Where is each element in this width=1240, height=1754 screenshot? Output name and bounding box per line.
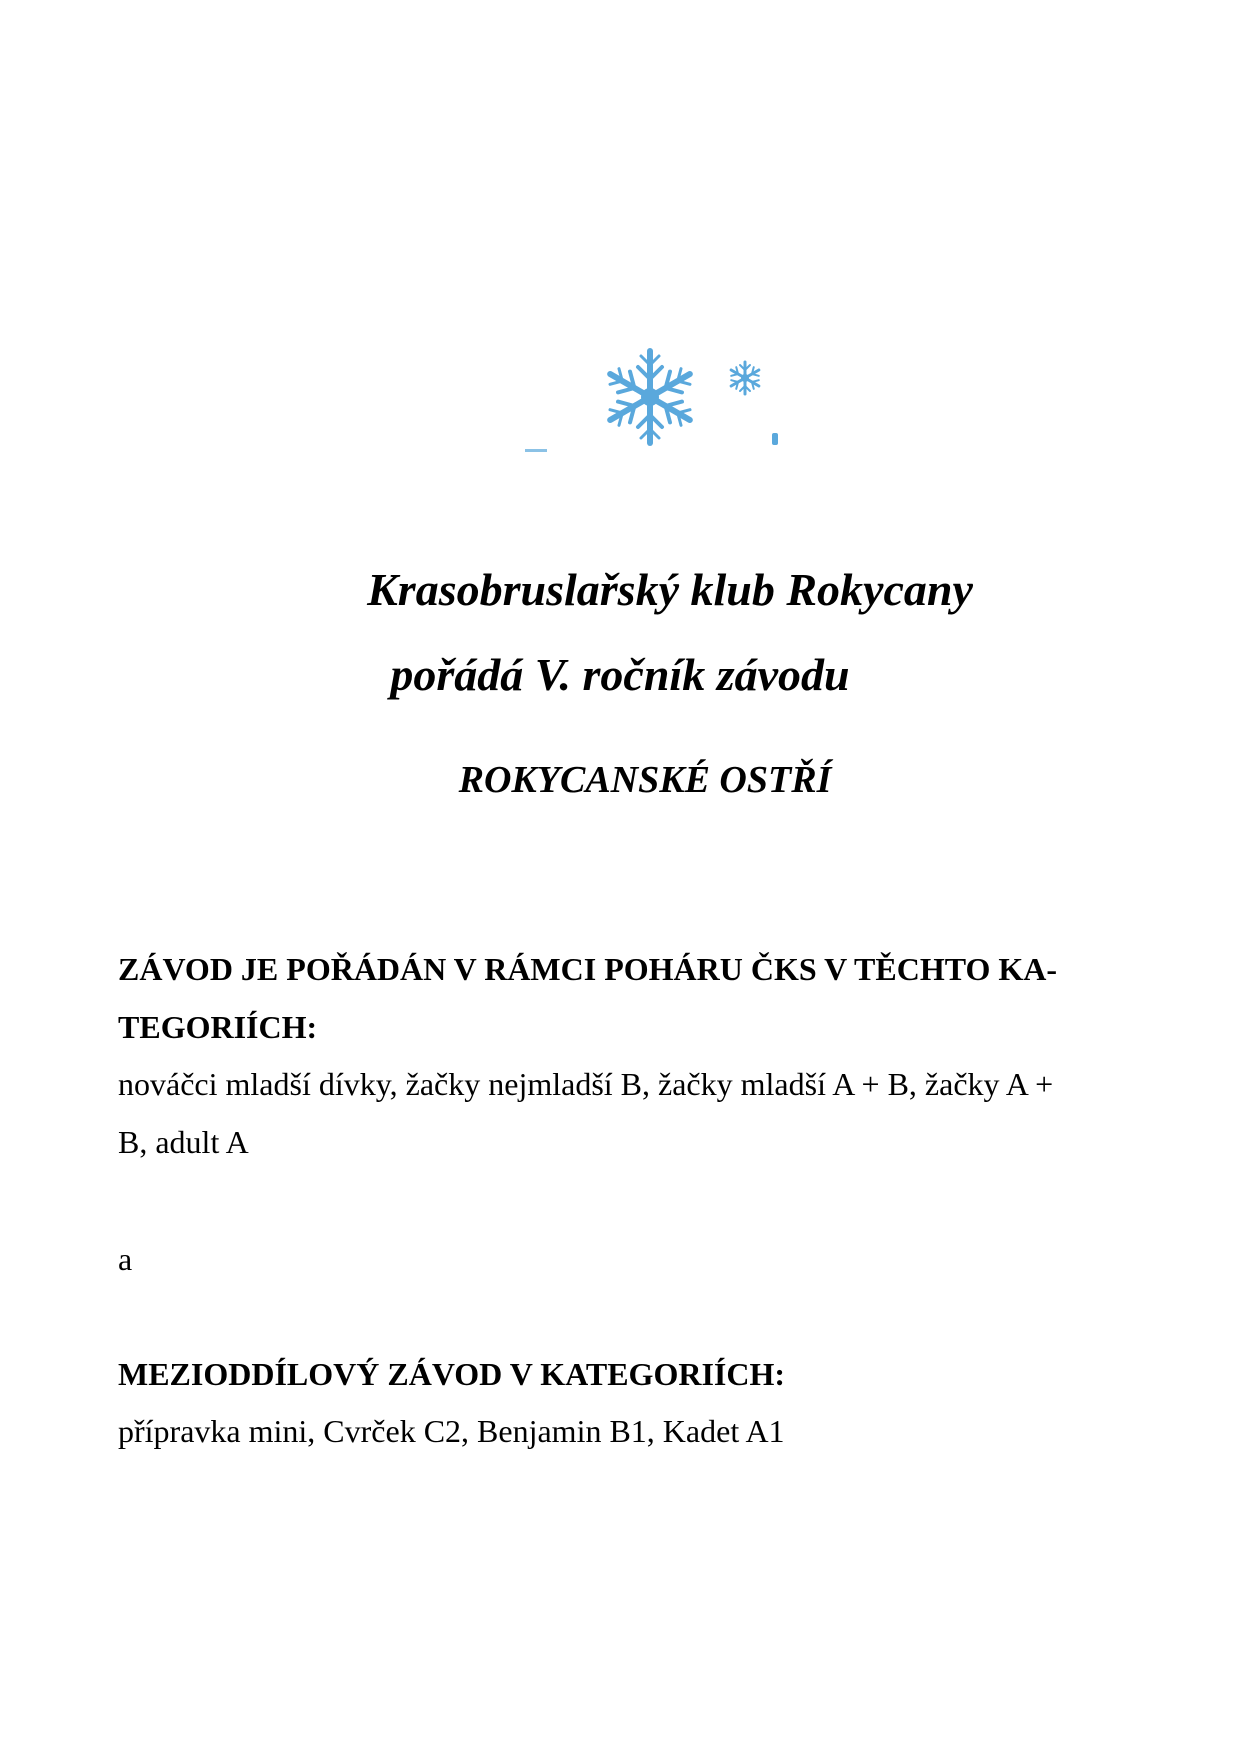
snowflake-icon	[525, 345, 790, 455]
connector-text: a	[118, 1241, 133, 1277]
section1-heading	[118, 940, 1057, 1056]
section2-heading: MEZIODDÍLOVÝ ZÁVOD V KATEGORIÍCH:	[118, 1356, 785, 1392]
section1-categories	[118, 1055, 1053, 1171]
section2-categories: přípravka mini, Cvrček C2, Benjamin B1, Kadet A1	[118, 1413, 785, 1449]
section1-categories-line2: B, adult A	[118, 1124, 249, 1160]
section1-categories-line1: nováčci mladší dívky, žačky nejmladší B, žačky mladší A + B, žačky A +	[118, 1066, 1054, 1102]
event-subtitle: pořádá V. ročník závodu	[390, 649, 850, 700]
section1-heading-line2: TEGORIÍCH:	[118, 1009, 318, 1045]
section1-heading-line1: ZÁVOD JE POŘÁDÁN V RÁMCI POHÁRU ČKS V TĚCHTO KA-	[118, 951, 1058, 987]
event-name: ROKYCANSKÉ OSTŘÍ	[458, 759, 832, 801]
club-title: Krasobruslařský klub Rokycany	[367, 564, 973, 615]
